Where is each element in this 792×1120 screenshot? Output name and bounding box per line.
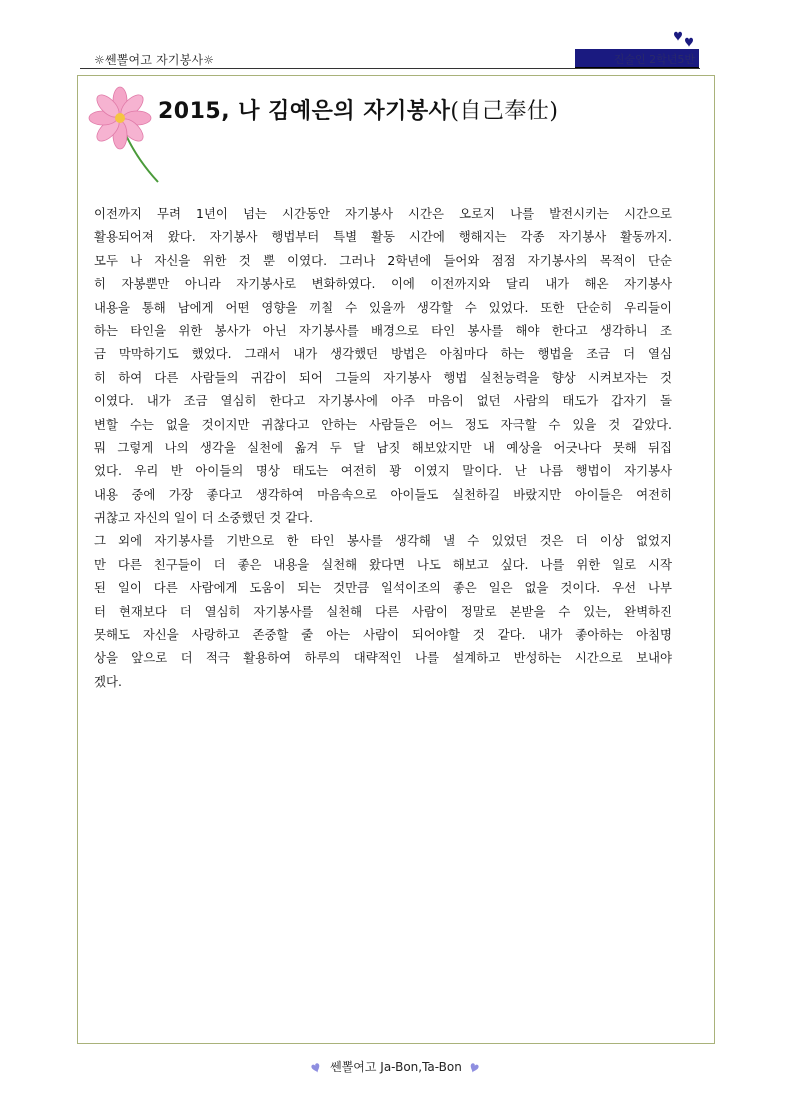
- text-line: 었다. 우리 반 아이들의 명상 태도는 여전히 꽝 이였지 말이다. 난 나름 행법이 자기봉사: [94, 463, 672, 479]
- text-line: 모두 나 자신을 위한 것 뿐 이였다. 그러나 2학년에 들어와 점점 자기봉사의 목적이 단순: [94, 252, 672, 268]
- text-line: 변할 수는 없을 것이지만 귀찮다고 안하는 사람들은 어느 정도 자극할 수 있을 것 같았다.: [94, 416, 672, 432]
- text-line: 만 다른 친구들이 더 좋은 내용을 실천해 왔다면 나도 해보고 싶다. 나를 위한 일로 시작: [94, 556, 672, 572]
- text-line: 터 현재보다 더 열심히 자기봉사를 실천해 다른 사람이 정말로 본받을 수 있는, 완벽하진: [94, 603, 672, 619]
- footer-text: 쎈뽈여고 Ja-Bon,Ta-Bon: [330, 1060, 462, 1074]
- text-line: 상을 앞으로 더 적극 활용하여 하루의 대략적인 나를 설계하고 반성하는 시간으로 보내야: [94, 650, 672, 666]
- paragraph-1: [94, 202, 672, 529]
- header-divider: [80, 68, 700, 69]
- text-line: 활용되어져 왔다. 자기봉사 행법부터 특별 활동 시간에 행해지는 각종 자기봉사 활동까지.: [94, 229, 672, 245]
- text-line: 겠다.: [94, 673, 122, 689]
- text-line: 내용을 통해 남에게 어떤 영향을 끼칠 수 있을까 생각할 수 있었다. 또한 단순히 우리들이: [94, 299, 672, 315]
- text-line: 내용 중에 가장 좋다고 생각하여 마음속으로 아이들도 실천하길 바랐지만 아이들은 여전히: [94, 486, 672, 502]
- title-hanja: (自己奉仕): [450, 99, 559, 124]
- text-line: 이전까지 무려 1년이 넘는 시간동안 자기봉사 시간은 오로지 나를 발전시키는 시간으로: [94, 206, 672, 221]
- text-line: 된 일이 다른 사람에게 도움이 되는 것만큼 일석이조의 좋은 일은 없을 것이다. 우선 나부: [94, 580, 672, 596]
- cosmos-flower-icon: [86, 86, 166, 186]
- text-line: 귀찮고 자신의 일이 더 소중했던 것 같다.: [94, 510, 314, 526]
- essay-body: [94, 202, 672, 693]
- paragraph-2: [94, 529, 672, 693]
- page-footer: [0, 1058, 792, 1075]
- header-left-text: ☼쎈뽈여고 자기봉사☼: [94, 53, 215, 67]
- text-line: 히 자봉뿐만 아니라 자기봉사로 변화하였다. 이에 이전까지와 달리 내가 해온 자기봉사: [94, 276, 672, 292]
- heart-deco-icon: [310, 1062, 326, 1074]
- page-title: [158, 94, 559, 125]
- heart-deco-icon: [466, 1062, 482, 1074]
- text-line: 하는 타인을 위한 봉사가 아닌 자기봉사를 배경으로 타인 봉사를 해야 한다고 생각하니 조: [94, 322, 672, 338]
- text-line: 히 하여 다른 사람들의 귀감이 되어 그들의 자기봉사 행법 실천능력을 향상 시켜보자는 것: [94, 369, 672, 385]
- text-line: 이였다. 내가 조금 열심히 한다고 자기봉사에 아주 마음이 없던 사람의 태도가 갑자기 돌: [94, 393, 672, 409]
- text-line: 뭐 그렇게 나의 생각을 실천에 옮겨 두 달 남짓 해보았지만 내 예상을 어긋나다 못해 뒤집: [94, 439, 672, 455]
- text-line: 그 외에 자기봉사를 기반으로 한 타인 봉사를 생각해 낼 수 있었던 것은 더 이상 없었지: [94, 533, 672, 549]
- text-line: 금 막막하기도 했었다. 그래서 내가 생각했던 방법은 아침마다 하는 행법을 조금 더 열심: [94, 346, 672, 362]
- text-line: 못해도 자신을 사랑하고 존중할 줄 아는 사람이 되어야할 것 같다. 내가 좋아하는 아침명: [94, 627, 672, 643]
- title-main: 2015, 나 김예은의 자기봉사: [158, 99, 451, 124]
- header-class-box: [575, 49, 699, 69]
- header-right-text: 진술인 2학년5반: [613, 53, 695, 66]
